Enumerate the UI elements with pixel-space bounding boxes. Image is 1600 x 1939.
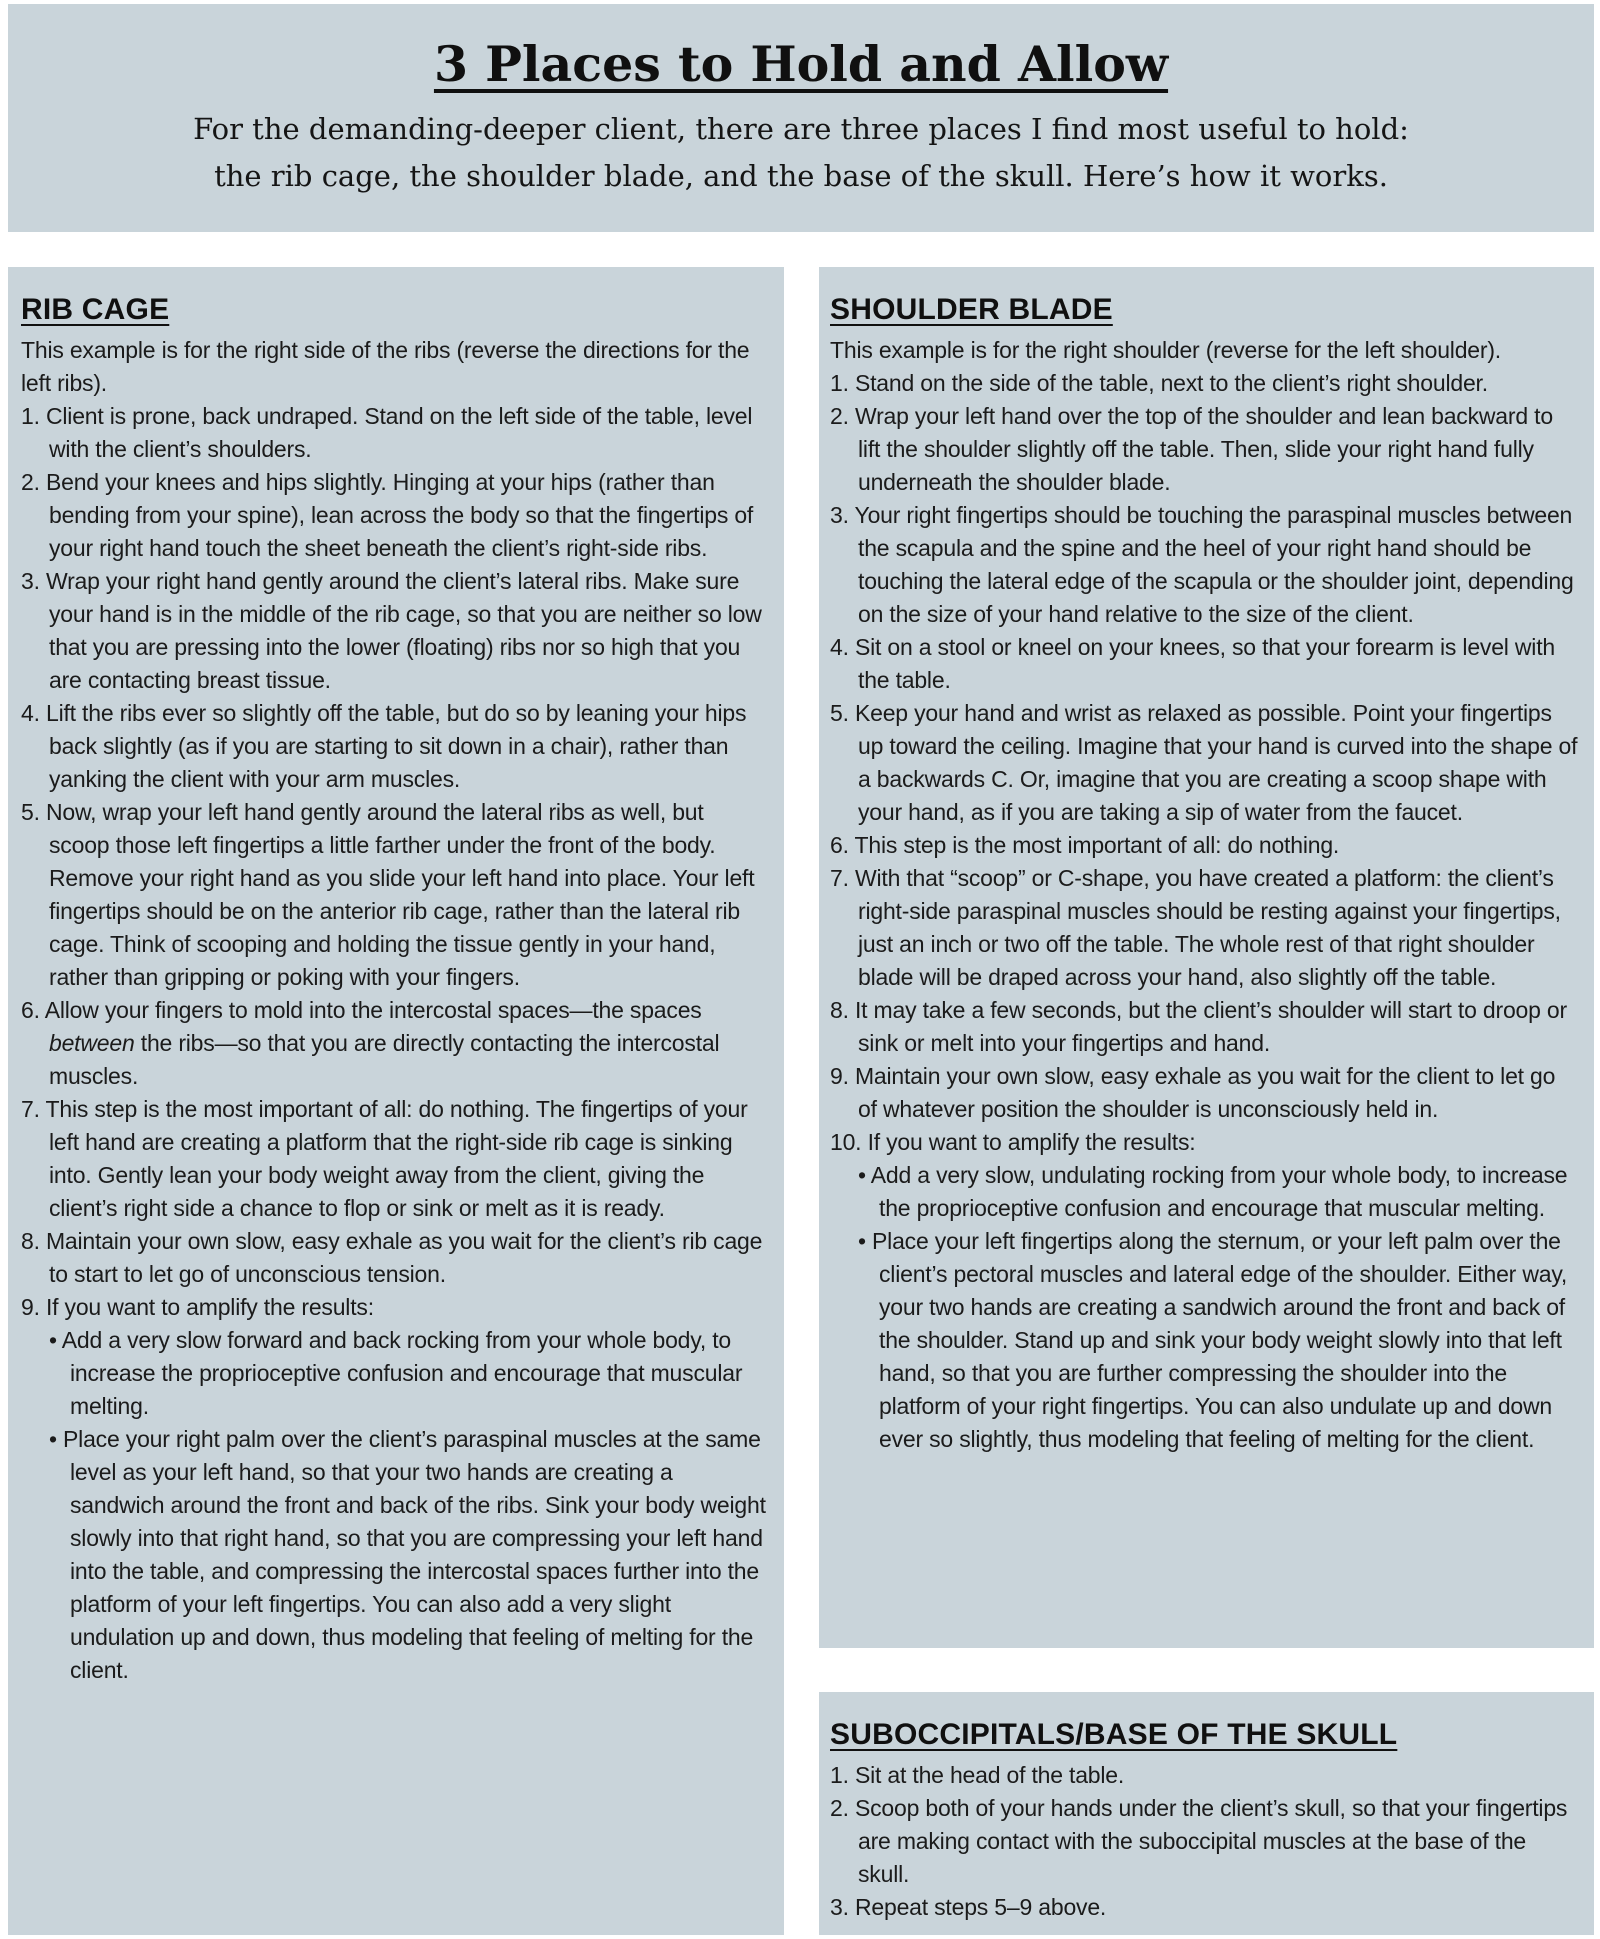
list-item: 2. Scoop both of your hands under the client’s skull, so that your fingertips are making contact with the suboccipital muscles at the base of the skull. [830, 1795, 1568, 1887]
subtitle-line-2: the rib cage, the shoulder blade, and the base of the skull. Here’s how it works. [214, 159, 1388, 193]
list-item: 3. Repeat steps 5–9 above. [830, 1894, 1107, 1920]
list-item: 8. Maintain your own slow, easy exhale as you wait for the client’s rib cage to start to let go of unconscious tension. [21, 1228, 763, 1287]
list-item: 2. Bend your knees and hips slightly. Hinging at your hips (rather than bending from your spine), lean across the body so that the fingertips of your right hand touch the sheet beneath the client’s right-side ribs. [21, 469, 754, 561]
bullet-list-item: • Add a very slow forward and back rocking from your whole body, to increase the proprioceptive confusion and encourage that muscular melting. [49, 1327, 743, 1419]
list-item-text: 6. Allow your fingers to mold into the intercostal spaces—the spaces [21, 997, 702, 1023]
list-item-text: the ribs—so that you are directly contacting the intercostal muscles. [49, 1030, 720, 1089]
list-item: 1. Client is prone, back undraped. Stand on the left side of the table, level with the client’s shoulders. [21, 403, 753, 462]
section-rib-cage [8, 267, 784, 1935]
subtitle-line-1: For the demanding-deeper client, there are three places I find most useful to hold: [193, 112, 1409, 146]
section-heading-shoulder-blade: SHOULDER BLADE [830, 293, 1113, 326]
list-item: 7. This step is the most important of all: do nothing. The fingertips of your left hand are creating a platform that the right-side rib cage is sinking into. Gently lean your body weight away from the client, giving the client’s right side a chance to flop or sink or melt as it is ready. [21, 1096, 748, 1221]
section-intro: This example is for the right side of the ribs (reverse the directions for the left ribs). [21, 337, 750, 396]
list-item: 4. Lift the ribs ever so slightly off the table, but do so by leaning your hips back slightly (as if you are starting to sit down in a chair), rather than yanking the client with your arm muscles. [21, 700, 747, 792]
list-item: 1. Stand on the side of the table, next to the client’s right shoulder. [830, 370, 1488, 396]
list-item: 3. Your right fingertips should be touching the paraspinal muscles between the scapula and the spine and the heel of your right hand should be touching the lateral edge of the scapula or the shoulder joint, depending on the size of your hand relative to the size of the client. [830, 502, 1574, 627]
list-item [21, 994, 768, 1093]
list-item-italic-text: between [49, 1030, 135, 1056]
section-heading-rib-cage: RIB CAGE [21, 293, 170, 326]
section-heading-suboccipitals: SUBOCCIPITALS/BASE OF THE SKULL [830, 1718, 1398, 1751]
section-intro: This example is for the right shoulder (reverse for the left shoulder). [830, 337, 1501, 363]
list-item: 9. Maintain your own slow, easy exhale as you wait for the client to let go of whatever position the shoulder is unconsciously held in. [830, 1063, 1556, 1122]
list-item: 6. This step is the most important of all: do nothing. [830, 832, 1340, 858]
list-item: 5. Keep your hand and wrist as relaxed as possible. Point your fingertips up toward the ceiling. Imagine that your hand is curved into the shape of a backwards C. Or, imagine that you are creating a scoop shape with your hand, as if you are taking a sip of water from the faucet. [830, 700, 1578, 825]
header-band [8, 4, 1594, 232]
list-item: 5. Now, wrap your left hand gently around the lateral ribs as well, but scoop those left fingertips a little farther under the front of the body. Remove your right hand as you slide your left hand into place. Your left fingertips should be on the anterior rib cage, rather than the lateral rib cage. Think of scooping and holding the tissue gently in your hand, rather than gripping or poking with your fingers. [21, 799, 755, 990]
section-suboccipitals [819, 1692, 1594, 1935]
section-shoulder-blade [819, 267, 1594, 1648]
page-subtitle [8, 106, 1594, 200]
list-item: 2. Wrap your left hand over the top of the shoulder and lean backward to lift the shoulder slightly off the table. Then, slide your right hand fully underneath the shoulder blade. [830, 403, 1553, 495]
list-item: 3. Wrap your right hand gently around the client’s lateral ribs. Make sure your hand is in the middle of the rib cage, so that you are neither so low that you are pressing into the lower (floating) ribs nor so high that you are contacting breast tissue. [21, 568, 762, 693]
list-item: 10. If you want to amplify the results: [830, 1129, 1196, 1155]
bullet-list-item: • Add a very slow, undulating rocking from your whole body, to increase the proprioceptive confusion and encourage that muscular melting. [858, 1162, 1568, 1221]
list-item: 7. With that “scoop” or C-shape, you have created a platform: the client’s right-side paraspinal muscles should be resting against your fingertips, just an inch or two off the table. The whole rest of that right shoulder blade will be draped across your hand, also slightly off the table. [830, 865, 1561, 990]
page-title: 3 Places to Hold and Allow [433, 35, 1169, 93]
bullet-list-item: • Place your right palm over the client’s paraspinal muscles at the same level as your left hand, so that your two hands are creating a sandwich around the front and back of the ribs. Sink your body weight slowly into that right hand, so that you are compressing your left hand into the table, and compressing the intercostal spaces further into the platform of your left fingertips. You can also add a very slight undulation up and down, thus modeling that feeling of melting for the client. [49, 1426, 766, 1683]
bullet-list-item: • Place your left fingertips along the sternum, or your left palm over the client’s pectoral muscles and lateral edge of the shoulder. Either way, your two hands are creating a sandwich around the front and back of the shoulder. Stand up and sink your body weight slowly into that left hand, so that you are further compressing the shoulder into the platform of your right fingertips. You can also undulate up and down ever so slightly, thus modeling that feeling of melting for the client. [858, 1228, 1568, 1452]
list-item: 8. It may take a few seconds, but the client’s shoulder will start to droop or sink or melt into your fingertips and hand. [830, 997, 1567, 1056]
list-item: 1. Sit at the head of the table. [830, 1762, 1125, 1788]
list-item: 4. Sit on a stool or kneel on your knees, so that your forearm is level with the table. [830, 634, 1556, 693]
list-item: 9. If you want to amplify the results: [21, 1294, 374, 1320]
